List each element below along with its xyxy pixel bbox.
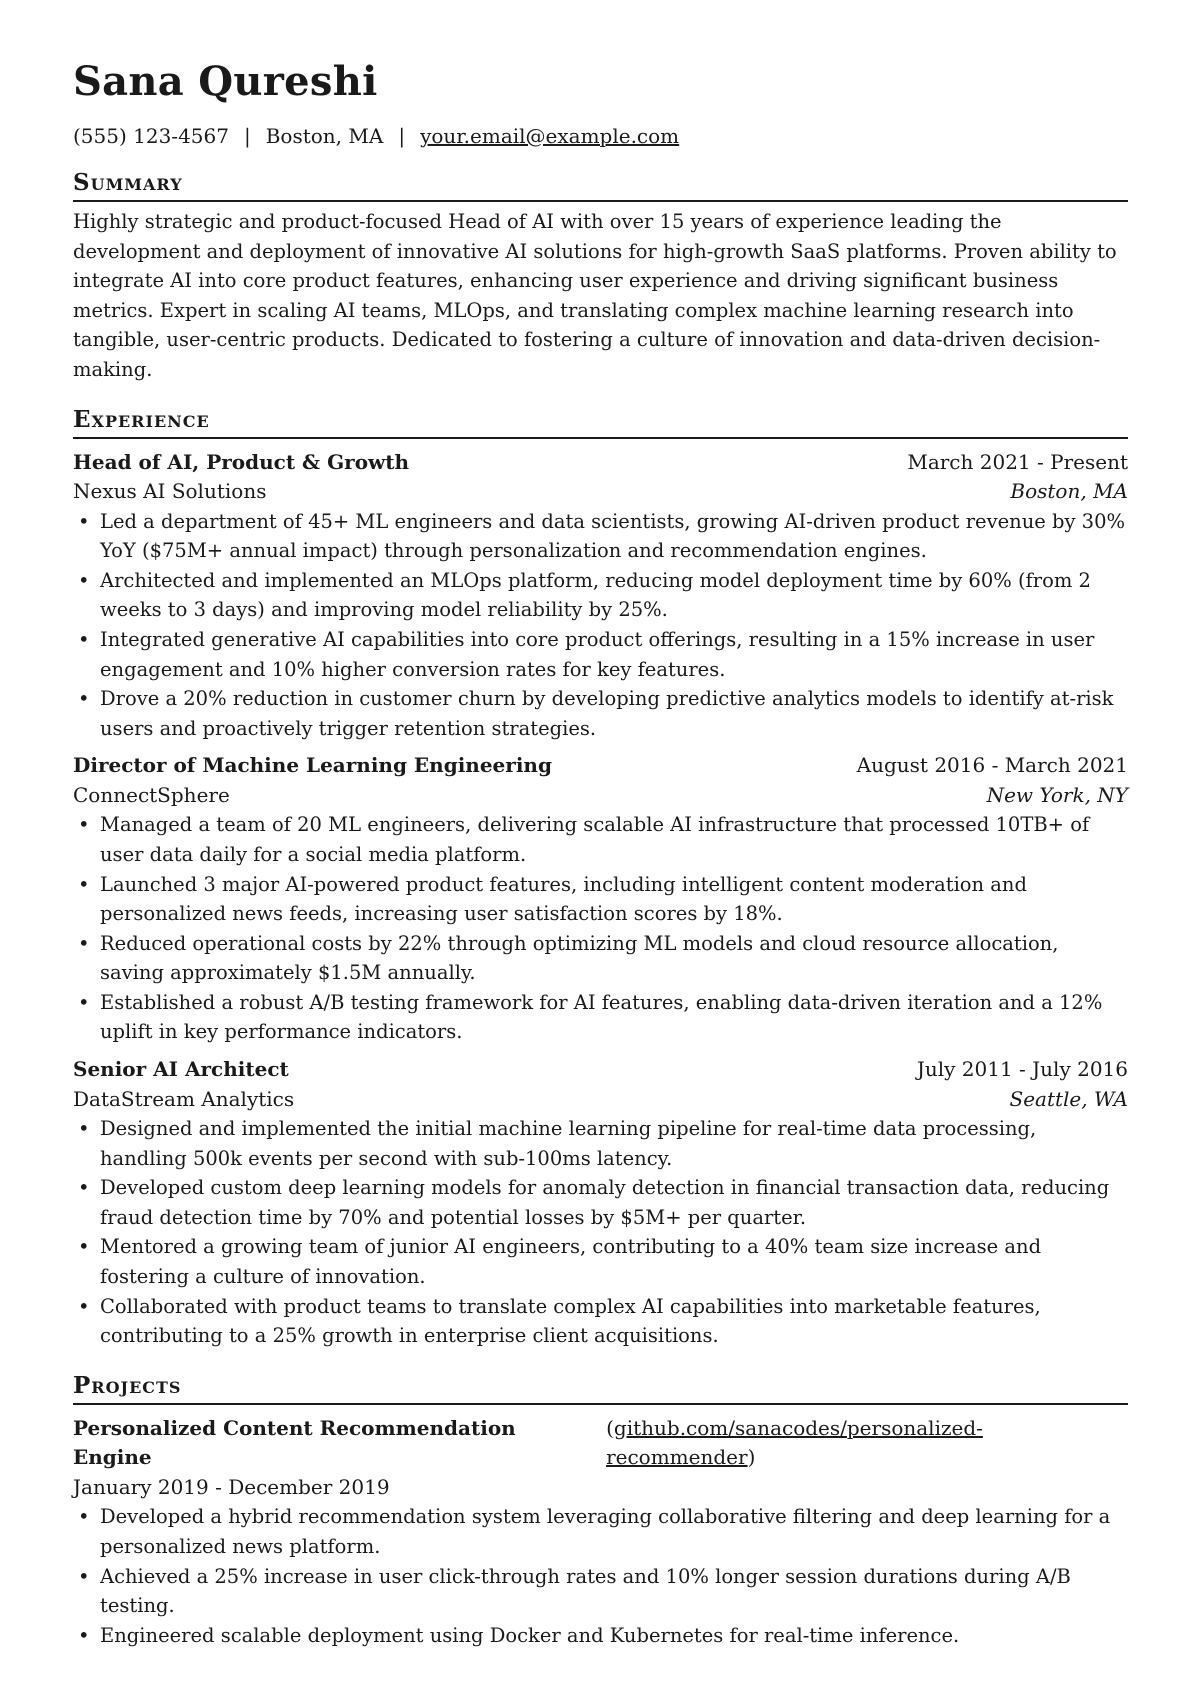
company-name: ConnectSphere: [73, 782, 230, 807]
bullet-icon: •: [78, 1623, 90, 1647]
phone-number: (555) 123-4567: [73, 124, 229, 148]
bullet-icon: •: [78, 1117, 90, 1141]
bullet-item: • Designed and implemented the initial machine learning pipeline for real-time data processing, handling 500k events per second with sub-100ms latency.: [73, 1114, 1128, 1173]
bullet-icon: •: [78, 813, 90, 837]
project-title: Personalized Content Recommendation Engine: [73, 1415, 516, 1470]
bullet-item: • Managed a team of 20 ML engineers, delivering scalable AI infrastructure that processed 10TB+ of user data daily for a social media platform.: [73, 810, 1128, 869]
bullet-icon: •: [78, 1505, 90, 1529]
bullet-icon: •: [78, 990, 90, 1014]
bullet-icon: •: [78, 509, 90, 533]
bullet-item: • Collaborated with product teams to translate complex AI capabilities into marketable features, contributing to a 25% growth in enterprise client acquisitions.: [73, 1292, 1128, 1351]
experience-entry: [73, 448, 1128, 744]
job-title: Senior AI Architect: [73, 1057, 289, 1082]
bullet-icon: •: [78, 627, 90, 651]
job-bullets: [73, 1114, 1128, 1351]
job-dates: July 2011 - July 2016: [916, 1057, 1128, 1082]
company-name: DataStream Analytics: [73, 1086, 295, 1111]
experience-heading: Experience: [73, 405, 1128, 439]
bullet-item: • Engineered scalable deployment using Docker and Kubernetes for real-time inference.: [73, 1621, 1128, 1651]
job-bullets: [73, 507, 1128, 744]
candidate-name: Sana Qureshi: [73, 58, 378, 105]
bullet-item: • Achieved a 25% increase in user click-through rates and 10% longer session durations during A/B testing.: [73, 1562, 1128, 1621]
project-dates: January 2019 - December 2019: [73, 1474, 390, 1499]
bullet-icon: •: [78, 1564, 90, 1588]
bullet-icon: •: [78, 568, 90, 592]
email-link[interactable]: your.email@example.com: [420, 124, 680, 148]
bullet-item: • Mentored a growing team of junior AI engineers, contributing to a 40% team size increase and fostering a culture of innovation.: [73, 1232, 1128, 1291]
summary-text: Highly strategic and product-focused Head of AI with over 15 years of experience leading the development and deployment of innovative AI solutions for high-growth SaaS platforms. Proven ability to integrate AI into core product features, enhancing user experience and driving significant business metrics. Expert in scaling AI teams, MLOps, and translating complex machine learning research into tangible, user-centric products. Dedicated to fostering a culture of innovation and data-driven decision-making.: [73, 210, 1117, 381]
bullet-item: • Developed custom deep learning models for anomaly detection in financial transaction data, reducing fraud detection time by 70% and potential losses by $5M+ per quarter.: [73, 1173, 1128, 1232]
projects-heading: Projects: [73, 1371, 1128, 1405]
bullet-icon: •: [78, 1235, 90, 1259]
summary-section: [73, 168, 1128, 385]
bullet-item: • Developed a hybrid recommendation system leveraging collaborative filtering and deep learning for a personalized news platform.: [73, 1502, 1128, 1561]
job-bullets: [73, 810, 1128, 1047]
summary-heading: Summary: [73, 168, 1128, 202]
bullet-icon: •: [78, 1294, 90, 1318]
bullet-icon: •: [78, 872, 90, 896]
job-location: New York, NY: [986, 782, 1128, 807]
contact-line: [73, 124, 1128, 148]
bullet-item: • Launched 3 major AI-powered product features, including intelligent content moderation and personalized news feeds, increasing user satisfaction scores by 18%.: [73, 870, 1128, 929]
contact-separator: |: [243, 124, 251, 148]
bullet-icon: •: [78, 931, 90, 955]
company-name: Nexus AI Solutions: [73, 479, 267, 504]
project-link[interactable]: github.com/sanacodes/personalized-recommender: [606, 1415, 983, 1470]
job-dates: August 2016 - March 2021: [856, 753, 1128, 778]
project-link-wrap: (github.com/sanacodes/personalized-recommender): [606, 1415, 983, 1470]
location: Boston, MA: [265, 124, 384, 148]
experience-entry: [73, 1055, 1128, 1351]
job-location: Seattle, WA: [1009, 1086, 1128, 1111]
bullet-item: • Reduced operational costs by 22% through optimizing ML models and cloud resource allocation, saving approximately $1.5M annually.: [73, 929, 1128, 988]
experience-entry: [73, 751, 1128, 1047]
job-title: Director of Machine Learning Engineering: [73, 753, 552, 778]
bullet-icon: •: [78, 687, 90, 711]
bullet-item: • Established a robust A/B testing framework for AI features, enabling data-driven iteration and a 12% uplift in key performance indicators.: [73, 988, 1128, 1047]
resume-page: [73, 58, 1128, 1650]
experience-section: [73, 405, 1128, 1351]
bullet-item: • Led a department of 45+ ML engineers and data scientists, growing AI-driven product revenue by 30% YoY ($75M+ annual impact) through personalization and recommendation engines.: [73, 507, 1128, 566]
project-bullets: [73, 1502, 1128, 1650]
bullet-icon: •: [78, 1176, 90, 1200]
job-dates: March 2021 - Present: [907, 449, 1128, 474]
bullet-item: • Drove a 20% reduction in customer churn by developing predictive analytics models to identify at-risk users and proactively trigger retention strategies.: [73, 684, 1128, 743]
bullet-item: • Architected and implemented an MLOps platform, reducing model deployment time by 60% (from 2 weeks to 3 days) and improving model reliability by 25%.: [73, 566, 1128, 625]
contact-separator: |: [398, 124, 406, 148]
job-location: Boston, MA: [1010, 479, 1128, 504]
projects-section: [73, 1371, 1128, 1650]
job-title: Head of AI, Product & Growth: [73, 449, 410, 474]
project-entry: [73, 1414, 1128, 1650]
bullet-item: • Integrated generative AI capabilities into core product offerings, resulting in a 15% increase in user engagement and 10% higher conversion rates for key features.: [73, 625, 1128, 684]
